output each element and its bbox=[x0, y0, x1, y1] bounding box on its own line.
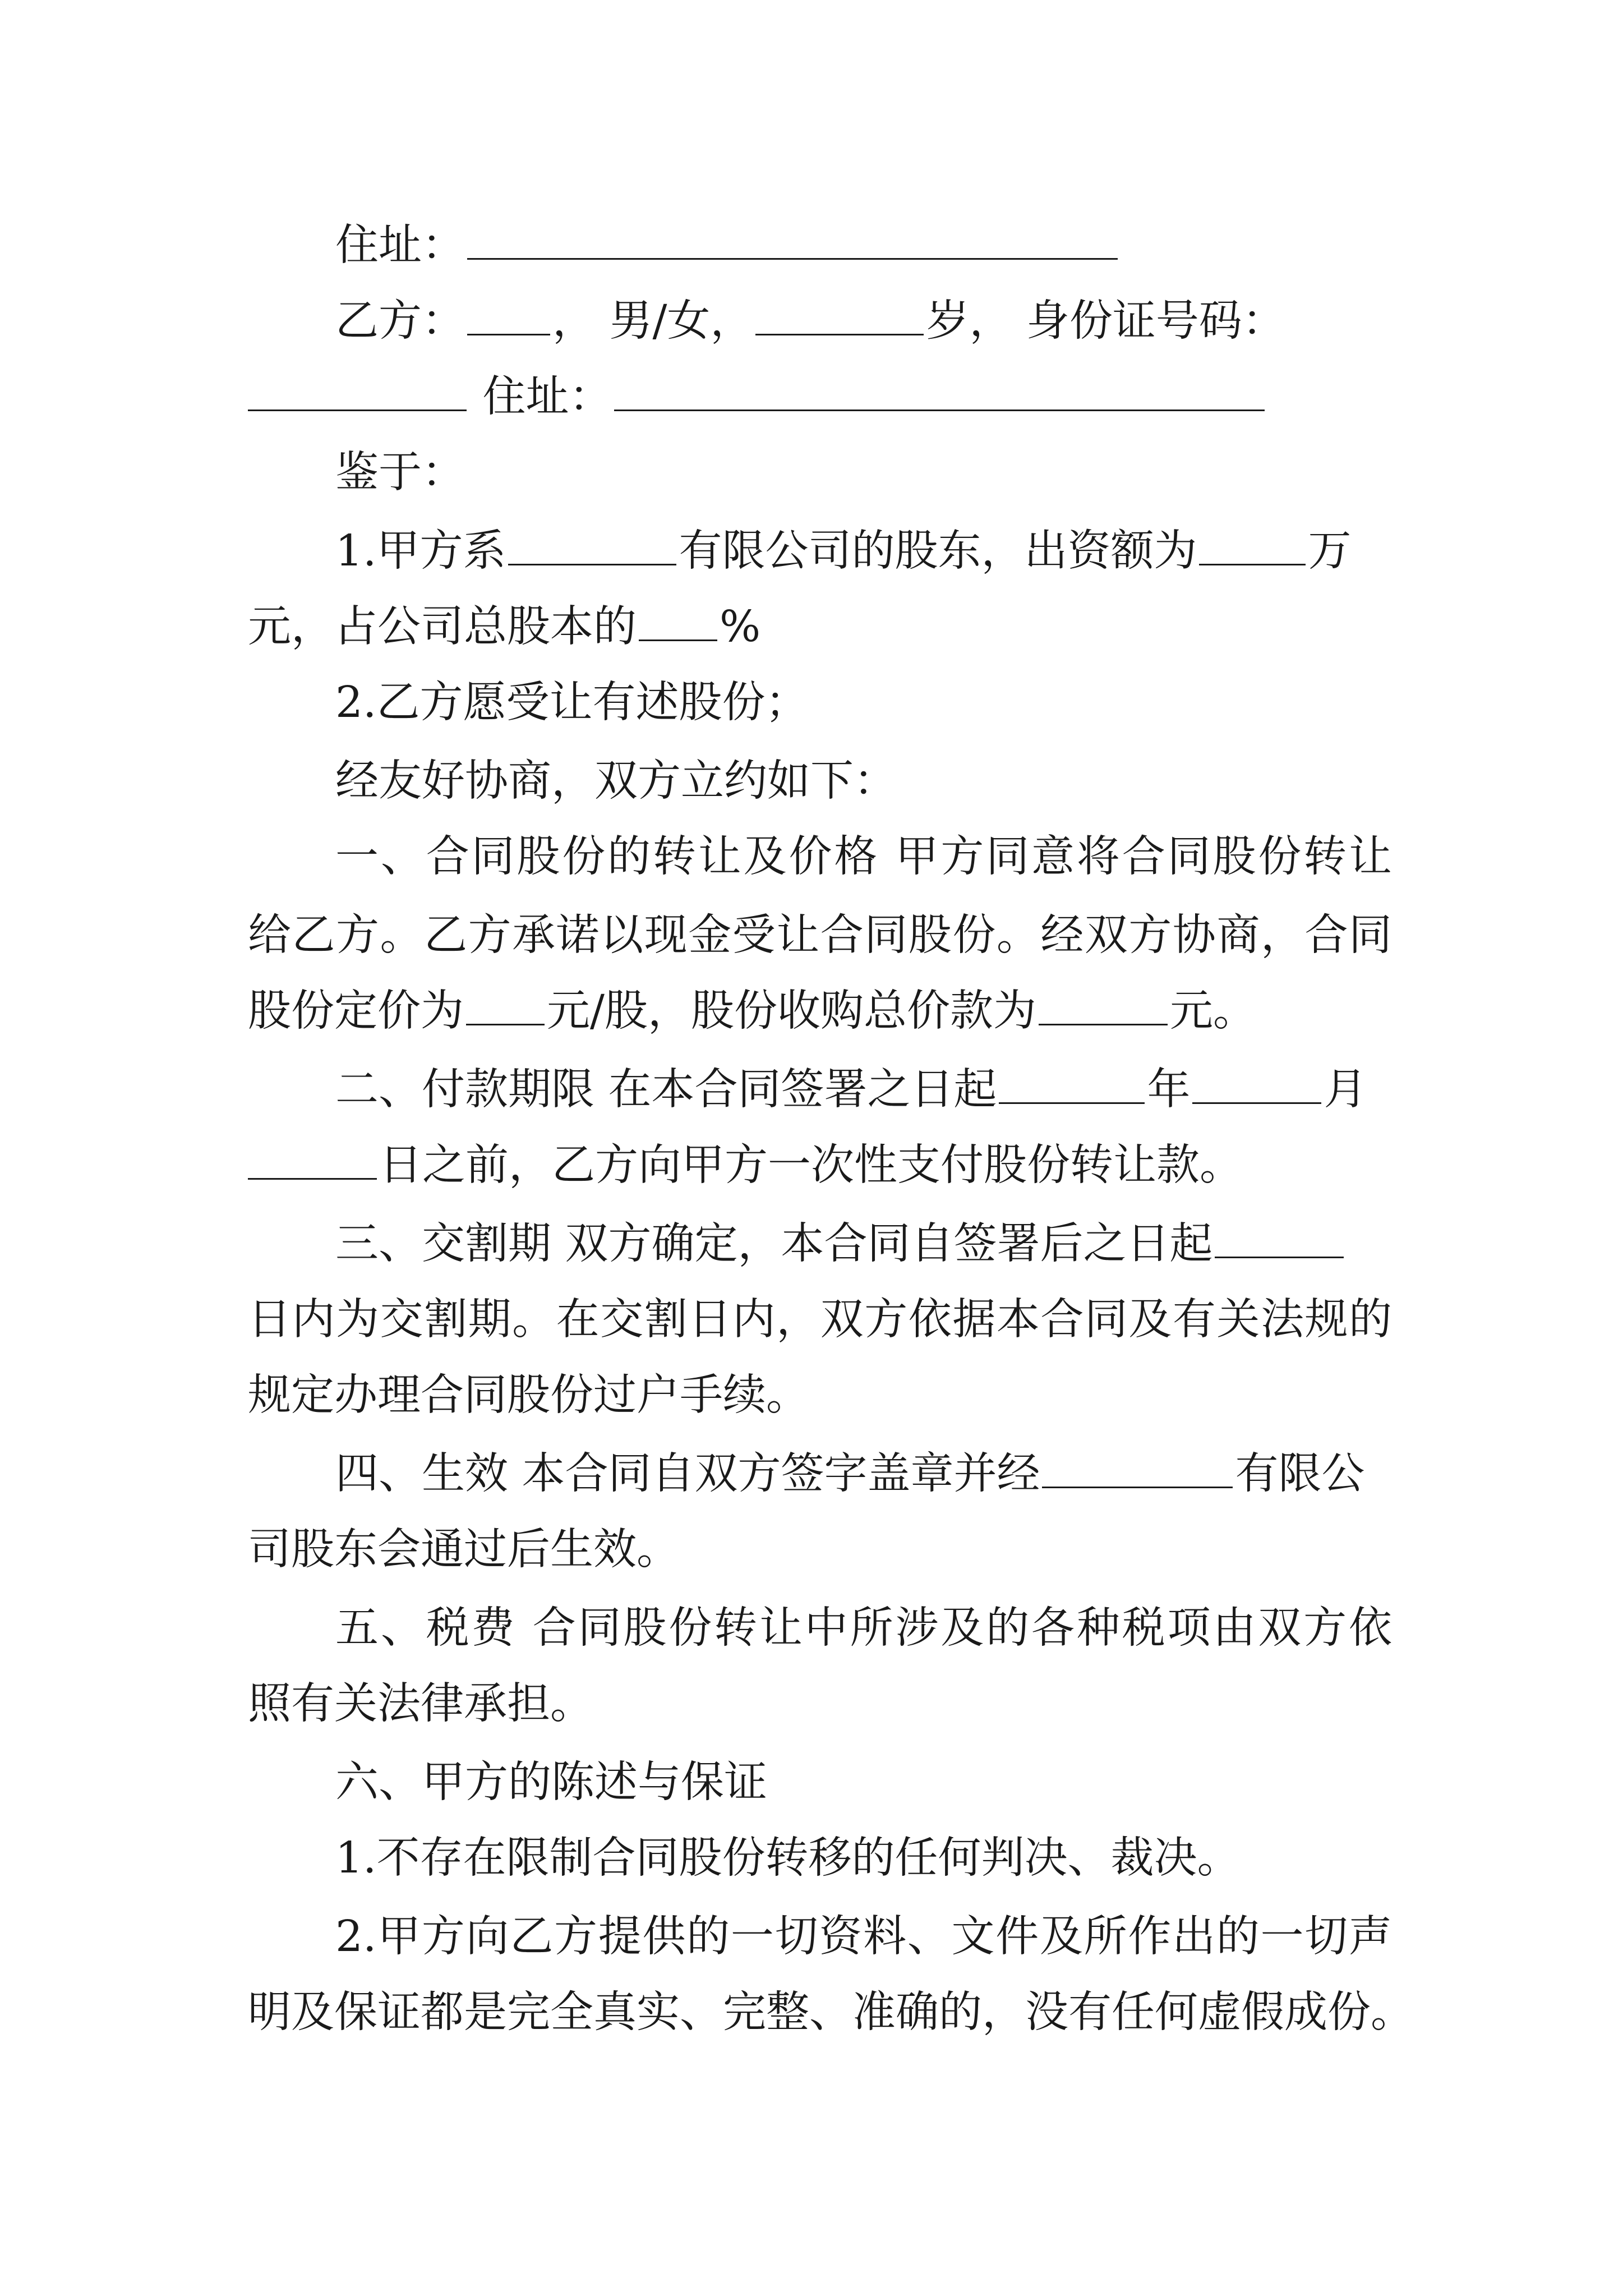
clause-6-item-1 bbox=[248, 1820, 1392, 1897]
clause-3-text-3: 规定办理合同股份过户手续。 bbox=[248, 1370, 809, 1420]
clause-2-text-1: 二、付款期限 在本合同签署之日起 bbox=[335, 1065, 997, 1115]
month-label: 月 bbox=[1324, 1065, 1367, 1115]
clause-3-line-2 bbox=[248, 1282, 1392, 1358]
party-b-gender: ， 男/女， bbox=[552, 296, 754, 346]
payment-year-blank bbox=[999, 1069, 1145, 1104]
clause-3-text-2: 日内为交割期。在交割日内，双方依据本合同及有关法规的 bbox=[248, 1295, 1392, 1345]
clause-4-line-2 bbox=[248, 1512, 1392, 1588]
clause-5-line-2 bbox=[248, 1666, 1392, 1742]
total-price-blank bbox=[1039, 990, 1168, 1025]
clause-4-text-3: 司股东会通过后生效。 bbox=[248, 1525, 680, 1575]
payment-month-blank bbox=[1192, 1069, 1321, 1104]
party-b-address-blank bbox=[614, 376, 1265, 411]
party-b-name-blank bbox=[467, 300, 550, 335]
address-label: 住址： bbox=[335, 220, 465, 270]
whereas-heading bbox=[248, 435, 1392, 511]
agreement-intro-line bbox=[248, 743, 1392, 820]
company-approval-blank bbox=[1042, 1453, 1233, 1488]
recital-1-line-2 bbox=[248, 589, 1392, 665]
clause-6-item-2-text-1: 2.甲方向乙方提供的一切资料、文件及所作出的一切声 bbox=[335, 1912, 1392, 1962]
clause-1-total-label: 元/股，股份收购总价款为 bbox=[547, 986, 1036, 1036]
party-b-address-line bbox=[248, 359, 1392, 435]
clause-1-line-1 bbox=[248, 819, 1392, 895]
address-line-party-a bbox=[248, 208, 1392, 284]
recital-1-lead: 1.甲方系 bbox=[335, 526, 506, 576]
clause-6-item-2-text-2: 明及保证都是完全真实、完整、准确的，没有任何虚假成份。 bbox=[248, 1987, 1414, 2037]
clause-2-text-2: 日之前，乙方向甲方一次性支付股份转让款。 bbox=[379, 1140, 1243, 1190]
year-label: 年 bbox=[1147, 1065, 1191, 1115]
clause-6-title: 六、甲方的陈述与保证 bbox=[335, 1757, 767, 1807]
price-per-share-blank bbox=[466, 990, 545, 1025]
percent-sign: % bbox=[720, 602, 761, 652]
clause-1-text-2: 给乙方。乙方承诺以现金受让合同股份。经双方协商，合同 bbox=[248, 910, 1392, 960]
party-b-line bbox=[248, 283, 1392, 360]
clause-3-text-1: 三、交割期 双方确定，本合同自签署后之日起 bbox=[335, 1219, 1213, 1269]
clause-4-line-1 bbox=[248, 1436, 1392, 1512]
clause-1-price-label: 股份定价为 bbox=[248, 986, 464, 1036]
clause-6-heading bbox=[248, 1745, 1392, 1821]
clause-5-text-1: 五、税费 合同股份转让中所涉及的各种税项由双方依 bbox=[335, 1603, 1392, 1653]
payment-day-blank bbox=[248, 1144, 377, 1180]
clause-1-text-1: 一、合同股份的转让及价格 甲方同意将合同股份转让 bbox=[335, 832, 1392, 882]
party-b-address-label: 住址： bbox=[482, 372, 612, 422]
recital-2-line bbox=[248, 665, 1392, 741]
recital-2-text: 2.乙方愿受让有述股份； bbox=[335, 678, 809, 728]
party-b-label: 乙方： bbox=[335, 296, 465, 346]
clause-1-line-3 bbox=[248, 973, 1392, 1050]
clause-4-text-1: 四、生效 本合同自双方签字盖章并经 bbox=[335, 1449, 1040, 1499]
recital-1-share-text: 元，占公司总股本的 bbox=[248, 602, 637, 652]
recital-1-mid: 有限公司的股东，出资额为 bbox=[679, 526, 1197, 576]
clause-2-line-1 bbox=[248, 1052, 1392, 1128]
recital-1-line-1 bbox=[248, 513, 1392, 590]
whereas-text: 鉴于： bbox=[335, 448, 465, 498]
capital-blank bbox=[1199, 530, 1306, 565]
share-percent-blank bbox=[639, 606, 717, 641]
clause-6-item-2-line-1 bbox=[248, 1899, 1392, 1975]
closing-days-blank bbox=[1215, 1223, 1344, 1258]
company-name-blank bbox=[508, 530, 676, 565]
agreement-intro-text: 经友好协商，双方立约如下： bbox=[335, 756, 897, 806]
clause-3-line-1 bbox=[248, 1206, 1392, 1282]
address-blank bbox=[467, 224, 1118, 260]
clause-6-item-2-line-2 bbox=[248, 1975, 1414, 2051]
clause-6-item-1-text: 1.不存在限制合同股份转移的任何判决、裁决。 bbox=[335, 1833, 1241, 1883]
clause-1-line-2 bbox=[248, 898, 1392, 974]
recital-1-unit: 万 bbox=[1308, 526, 1352, 576]
clause-2-line-2 bbox=[248, 1128, 1392, 1204]
clause-4-text-2: 有限公 bbox=[1235, 1449, 1365, 1499]
party-b-age-blank bbox=[755, 300, 924, 335]
clause-5-line-1 bbox=[248, 1590, 1392, 1667]
clause-1-unit: 元。 bbox=[1169, 986, 1256, 1036]
party-b-id-blank bbox=[248, 376, 467, 411]
clause-5-text-2: 照有关法律承担。 bbox=[248, 1679, 593, 1729]
clause-3-line-3 bbox=[248, 1358, 1392, 1434]
party-b-id-label: 岁， 身份证号码： bbox=[926, 296, 1285, 346]
